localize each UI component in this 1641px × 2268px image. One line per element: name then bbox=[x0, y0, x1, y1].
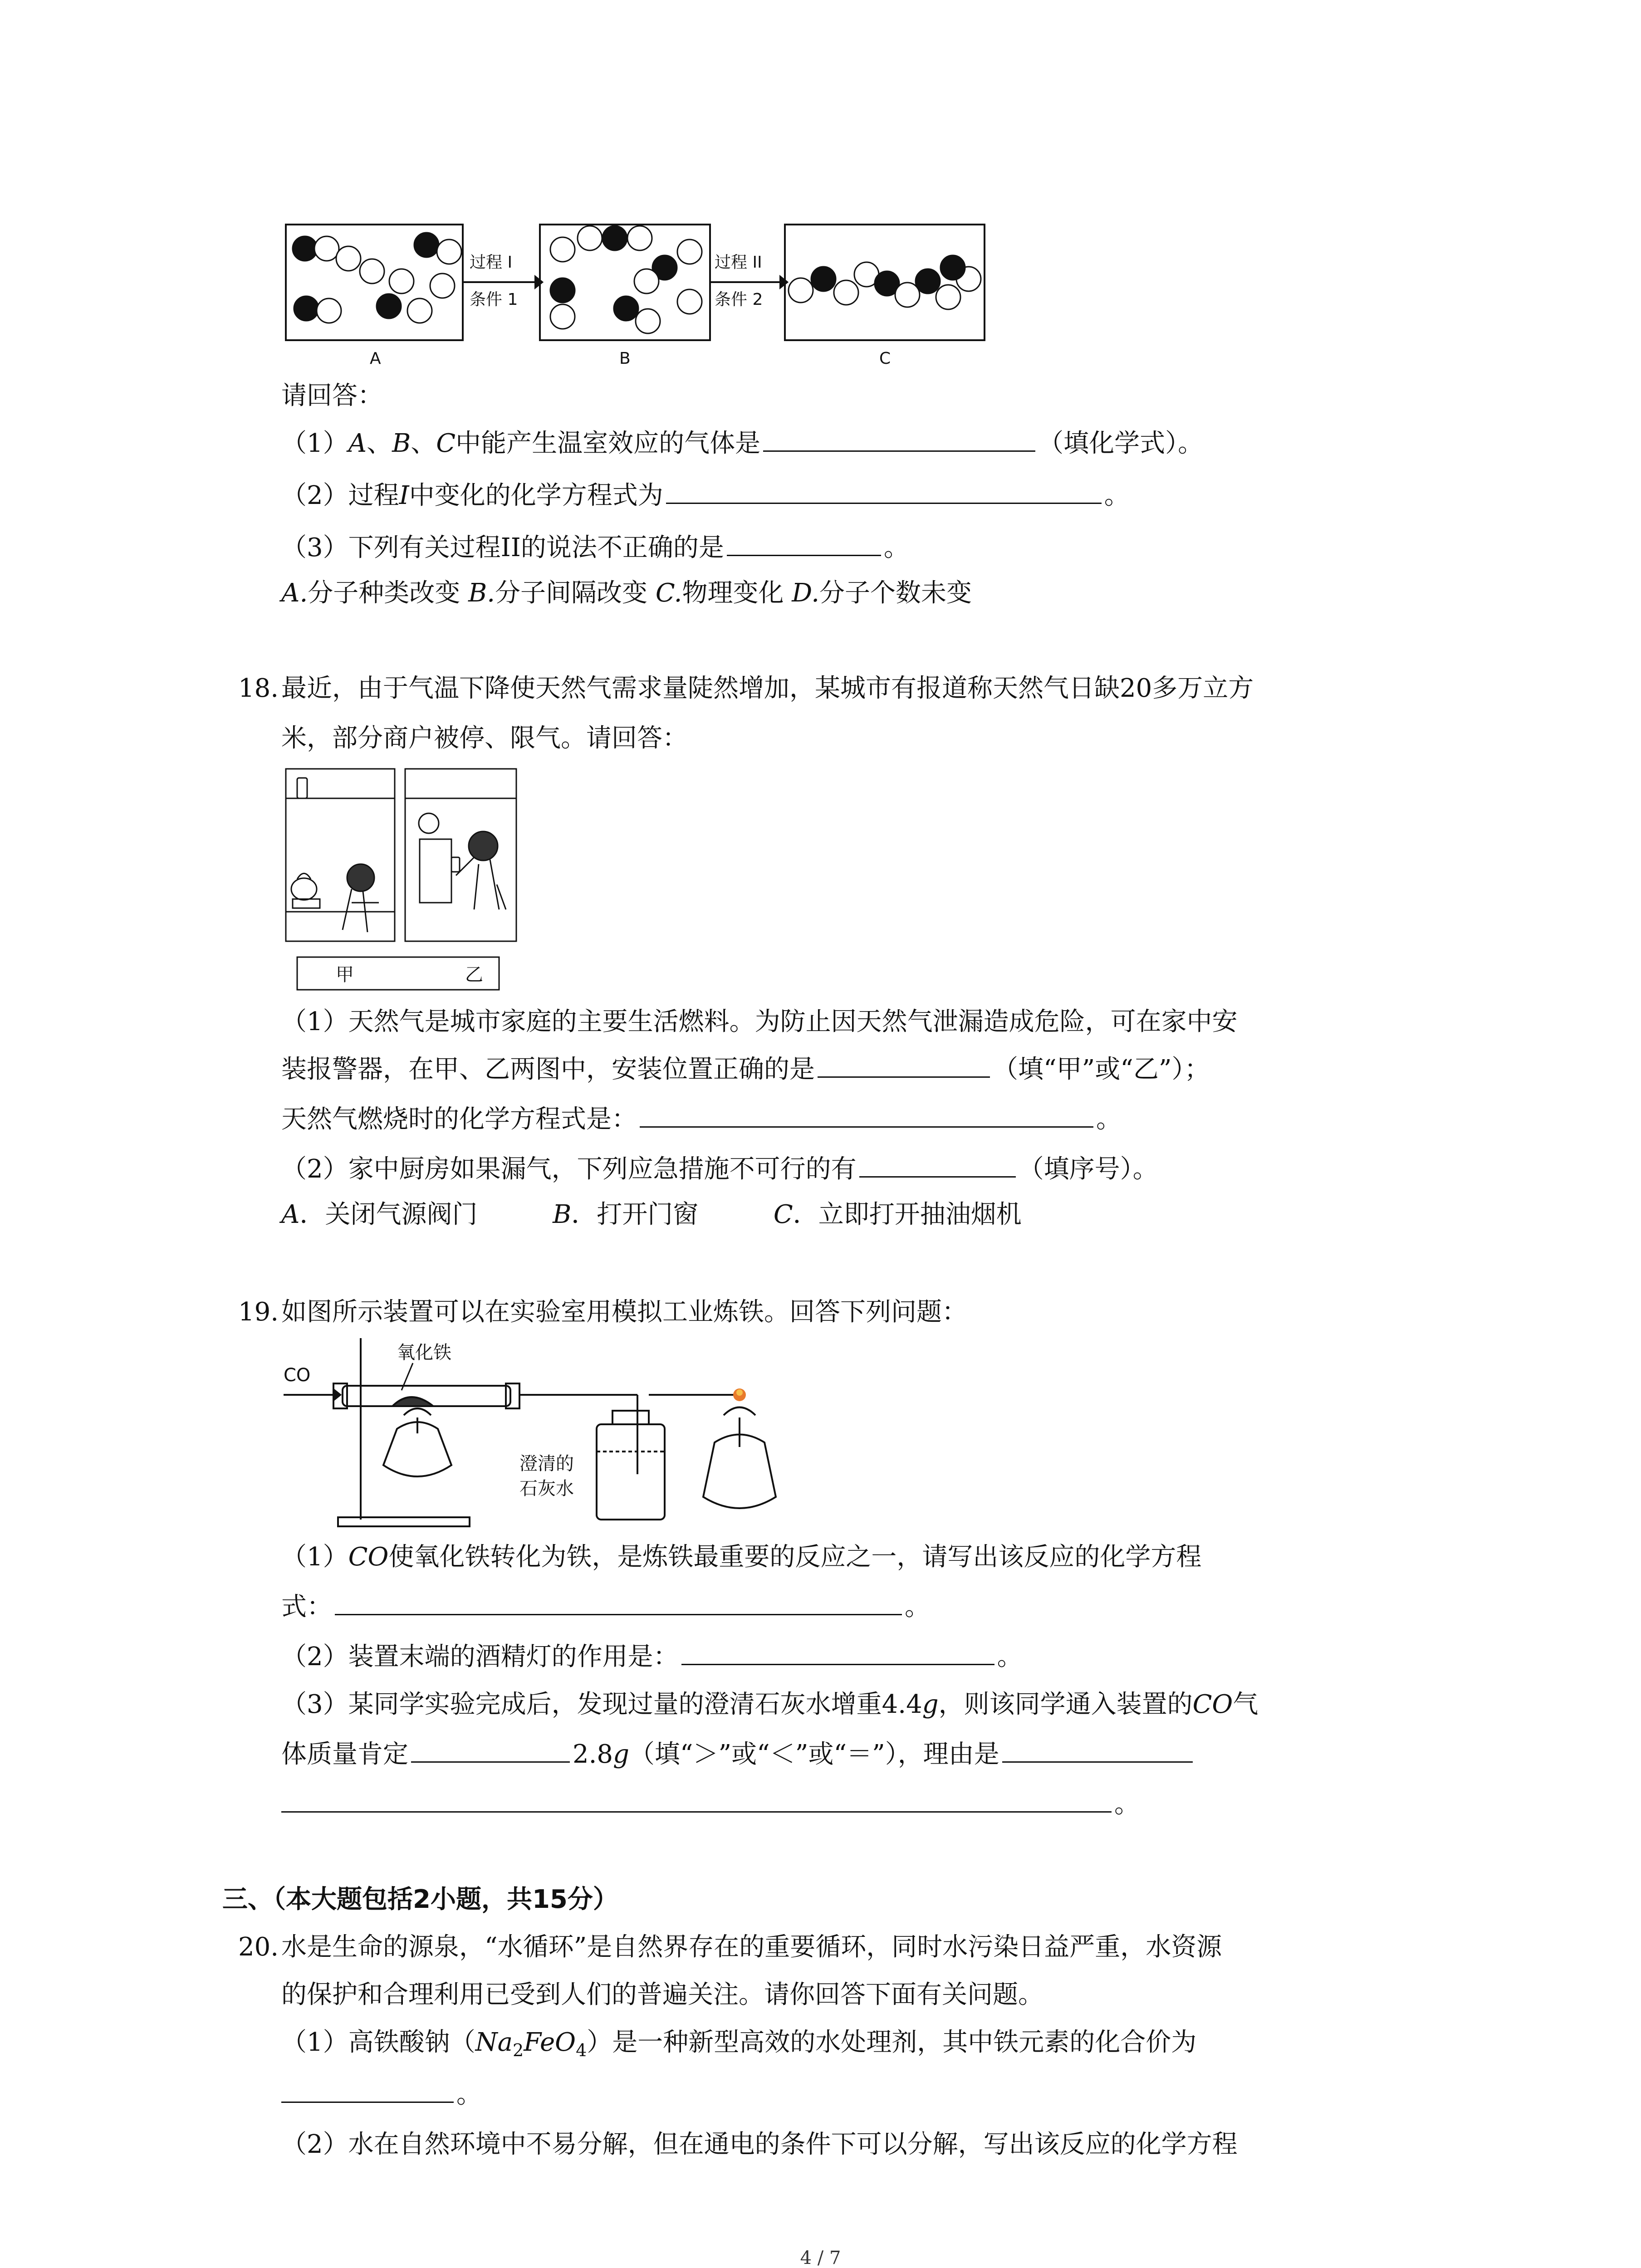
q19-answer-blank-2[interactable] bbox=[681, 1663, 994, 1665]
q18-options: A．关闭气源阀门 B．打开门窗 C．立即打开抽油烟机 bbox=[281, 1200, 1022, 1229]
fig-label-yi: 乙 bbox=[465, 964, 483, 985]
q18-answer-blank-3[interactable] bbox=[859, 1176, 1016, 1178]
molecule-process-figure bbox=[281, 218, 989, 376]
q18-number: 18. bbox=[238, 674, 279, 703]
q19-number: 19. bbox=[238, 1297, 279, 1327]
label-limewater-2: 石灰水 bbox=[519, 1478, 574, 1499]
q19-answer-blank-3[interactable] bbox=[411, 1761, 570, 1763]
q20-sub1: （1）高铁酸钠$(Na_2FeO_4)$是一种新型高效的水处理剂，其中铁元素的化合价为 bbox=[281, 2028, 1197, 2061]
arrow1-label-bottom: 条件 1 bbox=[470, 290, 518, 309]
q17-prompt: 请回答： bbox=[281, 381, 383, 411]
q19-sub3-line3: 。 bbox=[281, 1792, 1140, 1817]
q17-answer-blank-1[interactable] bbox=[763, 450, 1035, 452]
q18-sub2: （2）家中厨房如果漏气，下列应急措施不可行的有 （填序号）。 bbox=[281, 1154, 1158, 1184]
arrow2-label-top: 过程 II bbox=[715, 253, 762, 272]
q19-sub1-line2: 式： 。 bbox=[281, 1592, 930, 1622]
q20-number: 20. bbox=[238, 1932, 279, 1962]
q20-line2: 的保护和合理利用已受到人们的普遍关注。请你回答下面有关问题。 bbox=[281, 1980, 1043, 2009]
section3-title: 三、（本大题包括2小题，共15分） bbox=[222, 1885, 618, 1914]
fig-label-jia: 甲 bbox=[336, 964, 354, 985]
arrow1-label-top: 过程 I bbox=[470, 253, 513, 272]
q19-answer-blank-1[interactable] bbox=[335, 1613, 902, 1615]
box-c-label: C bbox=[879, 349, 891, 368]
q19-answer-blank-4[interactable] bbox=[1002, 1761, 1193, 1763]
q18-sub1-line3: 天然气燃烧时的化学方程式是： 。 bbox=[281, 1105, 1122, 1134]
q20-line1: 20. 水是生命的源泉，“水循环”是自然界存在的重要循环，同时水污染日益严重，水资源 bbox=[238, 1932, 1222, 1962]
q18-answer-blank-2[interactable] bbox=[640, 1126, 1093, 1128]
q17-options: A.分子种类改变 B.分子间隔改变 C.物理变化 D.分子个数未变 bbox=[281, 578, 972, 608]
q20-sub2: （2）水在自然环境中不易分解，但在通电的条件下可以分解，写出该反应的化学方程 bbox=[281, 2130, 1238, 2159]
q18-line2: 米，部分商户被停、限气。请回答： bbox=[281, 723, 688, 753]
iron-smelting-apparatus bbox=[279, 1338, 960, 1533]
q18-line1: 18. 最近，由于气温下降使天然气需求量陡然增加，某城市有报道称天然气日缺20多万立方 bbox=[238, 674, 1254, 703]
box-b-label: B bbox=[619, 349, 631, 368]
q17-answer-blank-3[interactable] bbox=[727, 554, 881, 556]
q19-sub3-line1: （3）某同学实验完成后，发现过量的澄清石灰水增重4.4g，则该同学通入装置的CO气 bbox=[281, 1690, 1259, 1719]
q17-sub2: （2）过程I中变化的化学方程式为 。 bbox=[281, 481, 1130, 510]
q17-sub1: （1）A、B、C中能产生温室效应的气体是 （填化学式）。 bbox=[281, 429, 1204, 458]
q18-sub1-line1: （1）天然气是城市家庭的主要生活燃料。为防止因天然气泄漏造成危险，可在家中安 bbox=[281, 1007, 1238, 1036]
arrow2-label-bottom: 条件 2 bbox=[715, 290, 763, 309]
gas-alarm-figure bbox=[284, 767, 519, 993]
q17-answer-blank-2[interactable] bbox=[666, 502, 1102, 504]
page-number: 4 / 7 bbox=[800, 2248, 841, 2268]
q20-sub1-line2: 。 bbox=[281, 2082, 482, 2107]
label-iron-oxide: 氧化铁 bbox=[397, 1342, 451, 1363]
q19-line1: 19. 如图所示装置可以在实验室用模拟工业炼铁。回答下列问题： bbox=[238, 1297, 967, 1327]
q19-sub2: （2）装置末端的酒精灯的作用是： 。 bbox=[281, 1642, 1023, 1672]
q19-sub1-line1: （1）CO使氧化铁转化为铁，是炼铁最重要的反应之一，请写出该反应的化学方程 bbox=[281, 1542, 1202, 1572]
box-a-label: A bbox=[370, 349, 381, 368]
q19-answer-blank-5[interactable] bbox=[281, 1811, 1112, 1813]
q20-answer-blank-1[interactable] bbox=[281, 2101, 454, 2103]
label-co: CO bbox=[284, 1365, 311, 1386]
q18-sub1-line2: 装报警器，在甲、乙两图中，安装位置正确的是 （填“甲”或“乙”）； bbox=[281, 1055, 1210, 1084]
q18-answer-blank-1[interactable] bbox=[818, 1076, 990, 1078]
q19-sub3-line2: 体质量肯定 2.8g（填“＞”或“＜”或“＝”），理由是 bbox=[281, 1742, 1195, 1767]
label-limewater-1: 澄清的 bbox=[519, 1453, 574, 1474]
q17-sub3: （3）下列有关过程II的说法不正确的是 。 bbox=[281, 533, 909, 562]
